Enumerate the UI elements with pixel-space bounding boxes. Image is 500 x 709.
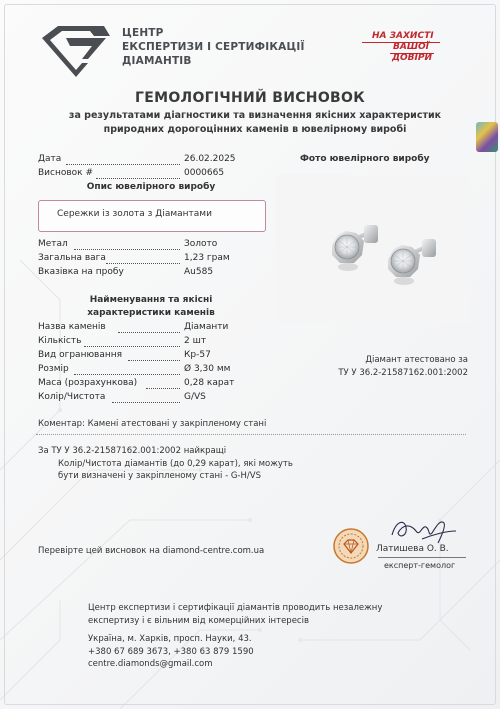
- dot-leader: [74, 374, 180, 375]
- earrings-photo: [276, 175, 470, 323]
- stones-heading: [38, 294, 264, 320]
- certification-note: [300, 354, 468, 380]
- diamond-logo-icon: [36, 22, 114, 80]
- hologram-sticker: [476, 122, 498, 152]
- description-box: [38, 200, 266, 232]
- note-line-2: Колір/Чистота діамантів (до 0,29 карат), які можуть: [58, 458, 293, 469]
- brand-line-3: ДІАМАНТІВ: [122, 55, 192, 67]
- note-line-3: бути визначені у закріпленому стані - G-H/VS: [58, 471, 261, 481]
- signer-name: Латишева О. В.: [376, 544, 449, 554]
- description-text: Сережки із золота з Діамантами: [57, 209, 212, 219]
- page-title: ГЕМОЛОГІЧНИЙ ВИСНОВОК: [135, 90, 365, 106]
- slogan-line-2: ВАШОЇ: [393, 42, 429, 52]
- note-line-1: За ТУ У 36.2-21587162.001:2002 найкращі: [38, 446, 227, 456]
- dot-leader: [128, 360, 180, 361]
- dot-leader: [118, 332, 180, 333]
- slogan-line-1: НА ЗАХИСТІ: [372, 31, 434, 41]
- size-value: Ø 3,30 мм: [184, 364, 231, 374]
- cert-note-line-1: Діамант атестовано за: [365, 355, 468, 365]
- stone-name-value: Діаманти: [184, 322, 229, 332]
- description-heading: Опис ювелірного виробу: [86, 182, 216, 192]
- quantity-label: Кількість: [38, 336, 82, 346]
- verify-prefix: Перевірте цей висновок на: [38, 546, 163, 556]
- stones-heading-line-2: характеристики каменів: [87, 308, 215, 318]
- dot-leader: [84, 346, 180, 347]
- subtitle-line-1: за результатами діагностики та визначення якісних характеристик: [68, 110, 442, 121]
- total-weight-value: 1,23 грам: [184, 253, 230, 263]
- conclusion-number-value: 0000665: [184, 168, 225, 178]
- cut-label: Вид огранювання: [38, 350, 123, 360]
- color-clarity-label: Колір/Чистота: [38, 392, 106, 402]
- dot-leader: [106, 263, 180, 264]
- contacts: [88, 633, 254, 671]
- standard-note: [38, 445, 338, 483]
- phones: +380 67 689 3673, +380 63 879 1590: [88, 646, 254, 657]
- footer-line-2: експертизу і є вільним від комерційних інтересів: [88, 615, 309, 626]
- email[interactable]: centre.diamonds@gmail.com: [88, 659, 213, 669]
- seal-stamp-icon: [332, 527, 370, 565]
- slogan-line-3: ДОВІРИ: [392, 53, 433, 63]
- brand-line-1: ЦЕНТР: [122, 27, 164, 39]
- photo-label: Фото ювелірного виробу: [300, 154, 430, 164]
- quantity-value: 2 шт: [184, 336, 207, 346]
- comment: [38, 419, 266, 429]
- total-weight-label: Загальна вага: [38, 253, 106, 263]
- page-subtitle: [40, 109, 470, 137]
- mass-value: 0,28 карат: [184, 378, 235, 388]
- dot-leader: [112, 402, 180, 403]
- footer-line-1: Центр експертизи і сертифікації діамантів проводить незалежну: [88, 603, 383, 613]
- dot-leader: [74, 249, 180, 250]
- subtitle-line-2: природних дорогоцінних каменів в ювелірному виробі: [103, 124, 407, 135]
- metal-value: Золото: [184, 239, 218, 249]
- cert-note-line-2: ТУ У 36.2-21587162.001:2002: [338, 368, 468, 378]
- dot-leader: [66, 164, 180, 165]
- cut-value: Кр-57: [184, 350, 211, 360]
- metal-label: Метал: [38, 239, 68, 249]
- address: Україна, м. Харків, просп. Науки, 43.: [88, 634, 252, 644]
- conclusion-number-label: Висновок #: [38, 168, 94, 178]
- divider: [36, 434, 466, 435]
- dot-leader: [146, 388, 180, 389]
- signature-line: [378, 557, 466, 558]
- brand-name: [122, 26, 305, 68]
- assay-label: Вказівка на пробу: [38, 267, 124, 277]
- comment-label: Коментар:: [38, 419, 85, 429]
- date-label: Дата: [38, 154, 62, 164]
- date-value: 26.02.2025: [184, 154, 236, 164]
- mass-label: Маса (розрахункова): [38, 378, 138, 388]
- signer-role: експерт-гемолог: [384, 561, 456, 570]
- verify-text: [38, 546, 264, 556]
- trust-slogan: [360, 31, 452, 65]
- verify-link[interactable]: diamond-centre.com.ua: [162, 546, 265, 556]
- size-label: Розмір: [38, 364, 69, 374]
- signature: [386, 509, 460, 549]
- dot-leader: [96, 178, 180, 179]
- comment-text: Камені атестовані у закріпленому стані: [87, 419, 267, 429]
- assay-value: Au585: [184, 267, 214, 277]
- independence-statement: [88, 602, 428, 627]
- stone-name-label: Назва каменів: [38, 322, 106, 332]
- brand-line-2: ЕКСПЕРТИЗИ І СЕРТИФІКАЦІЇ: [122, 41, 305, 53]
- color-clarity-value: G/VS: [184, 392, 206, 402]
- stones-heading-line-1: Найменування та якісні: [89, 295, 213, 305]
